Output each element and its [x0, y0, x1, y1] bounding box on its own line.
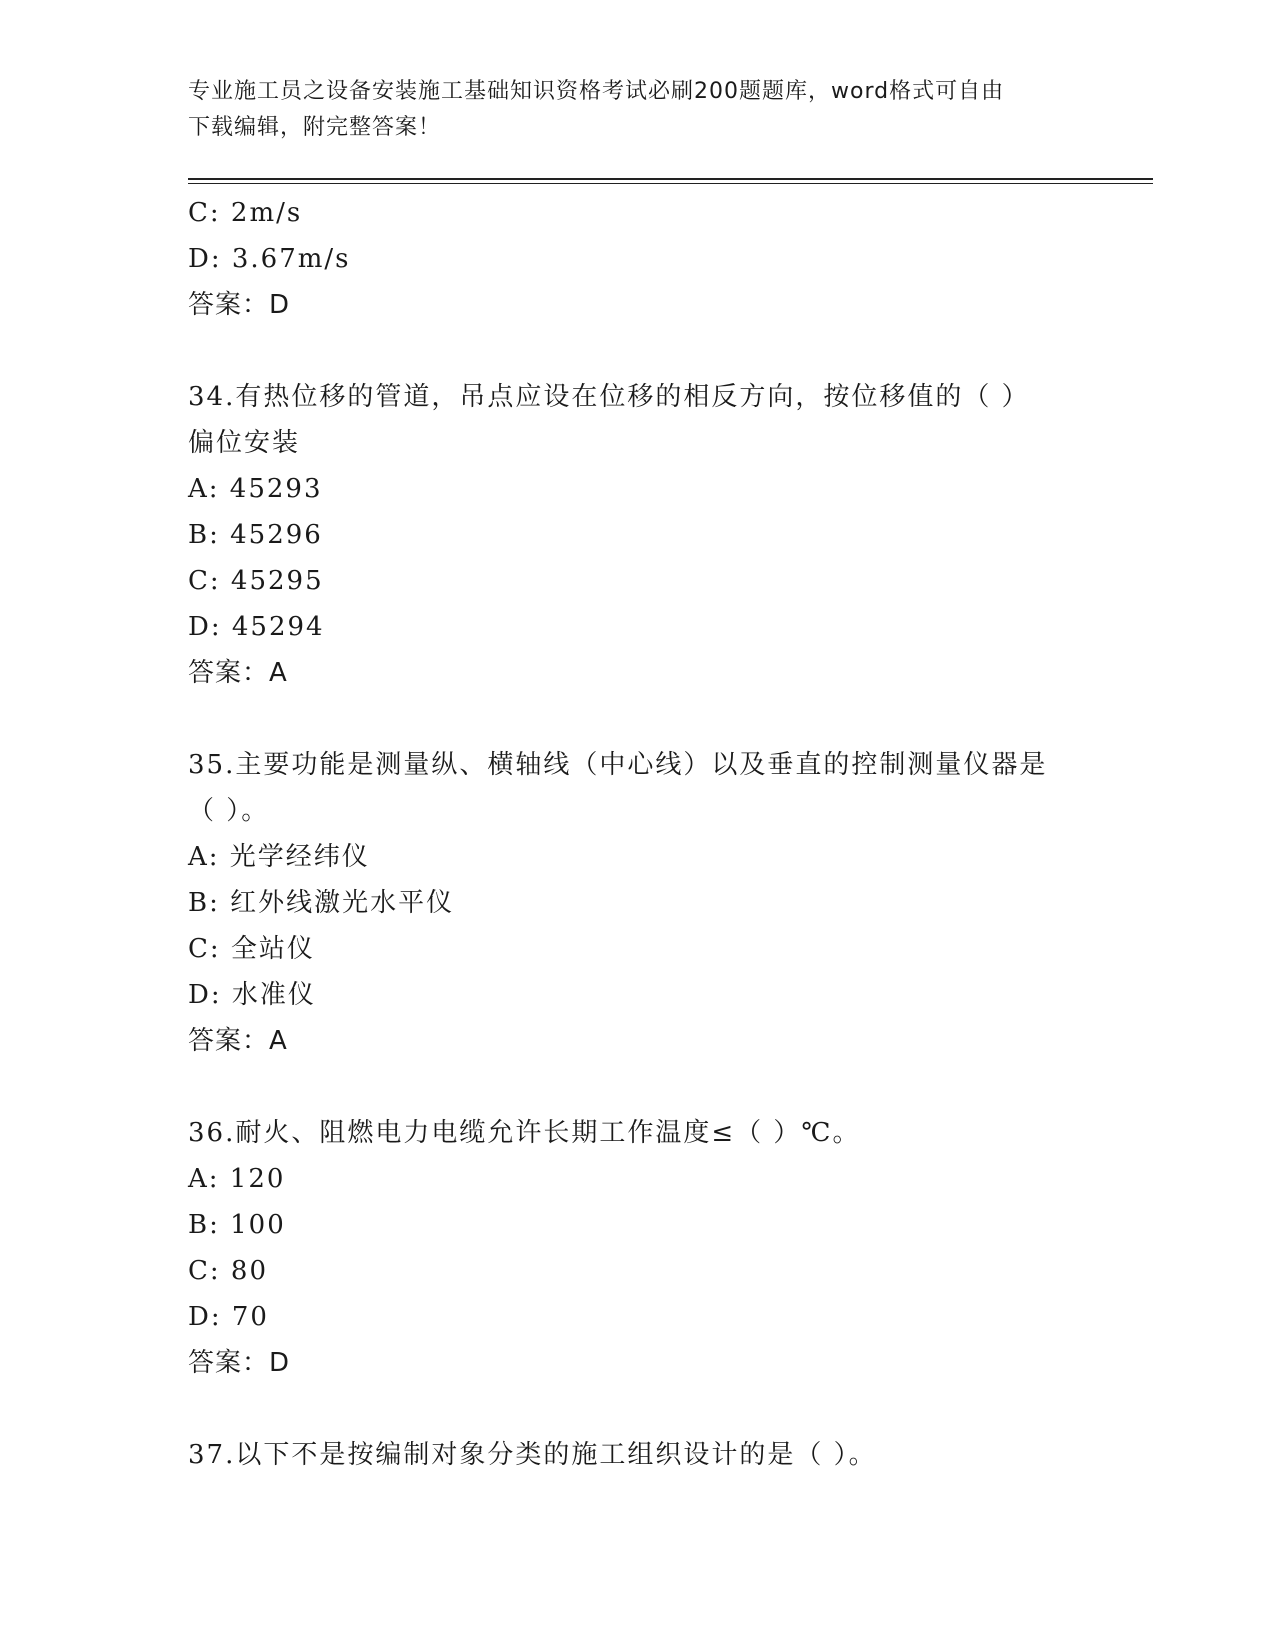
- document-header: [188, 74, 1088, 146]
- header-line-1: 专业施工员之设备安装施工基础知识资格考试必刷200题题库，word格式可自由: [188, 79, 1005, 104]
- header-rule-thin: [188, 183, 1153, 184]
- answer: 答案：D: [188, 1348, 291, 1378]
- spacer: [188, 1064, 1088, 1110]
- option-d: D: 45294: [188, 612, 325, 642]
- question-text: 36.耐火、阻燃电力电缆允许长期工作温度≤（ ）℃。: [188, 1118, 861, 1148]
- option-d: D: 70: [188, 1302, 269, 1332]
- header-line-2: 下载编辑，附完整答案！: [188, 115, 442, 140]
- spacer: [188, 696, 1088, 742]
- option-d: D: 3.67m/s: [188, 244, 351, 274]
- header-rule: [188, 178, 1153, 180]
- option-b: B: 100: [188, 1210, 286, 1240]
- answer: 答案：A: [188, 658, 288, 688]
- question-text: 37.以下不是按编制对象分类的施工组织设计的是（ ）。: [188, 1440, 877, 1470]
- spacer: [188, 328, 1088, 374]
- answer: 答案：A: [188, 1026, 288, 1056]
- option-c: C: 全站仪: [188, 934, 315, 964]
- question-text: 35.主要功能是测量纵、横轴线（中心线）以及垂直的控制测量仪器是: [188, 750, 1048, 780]
- option-b: B: 45296: [188, 520, 323, 550]
- option-d: D: 水准仪: [188, 980, 316, 1010]
- option-c: C: 80: [188, 1256, 269, 1286]
- question-text: （ ）。: [188, 796, 270, 826]
- answer: 答案：D: [188, 290, 291, 320]
- spacer: [188, 1386, 1088, 1432]
- question-list: [188, 190, 1088, 1478]
- question-text: 34.有热位移的管道，吊点应设在位移的相反方向，按位移值的（ ）: [188, 382, 1030, 412]
- option-b: B: 红外线激光水平仪: [188, 888, 455, 918]
- option-a: A: 120: [188, 1164, 286, 1194]
- question-text: 偏位安装: [188, 428, 301, 458]
- option-c: C: 45295: [188, 566, 324, 596]
- option-a: A: 光学经纬仪: [188, 842, 370, 872]
- option-a: A: 45293: [188, 474, 323, 504]
- option-c: C: 2m/s: [188, 198, 303, 228]
